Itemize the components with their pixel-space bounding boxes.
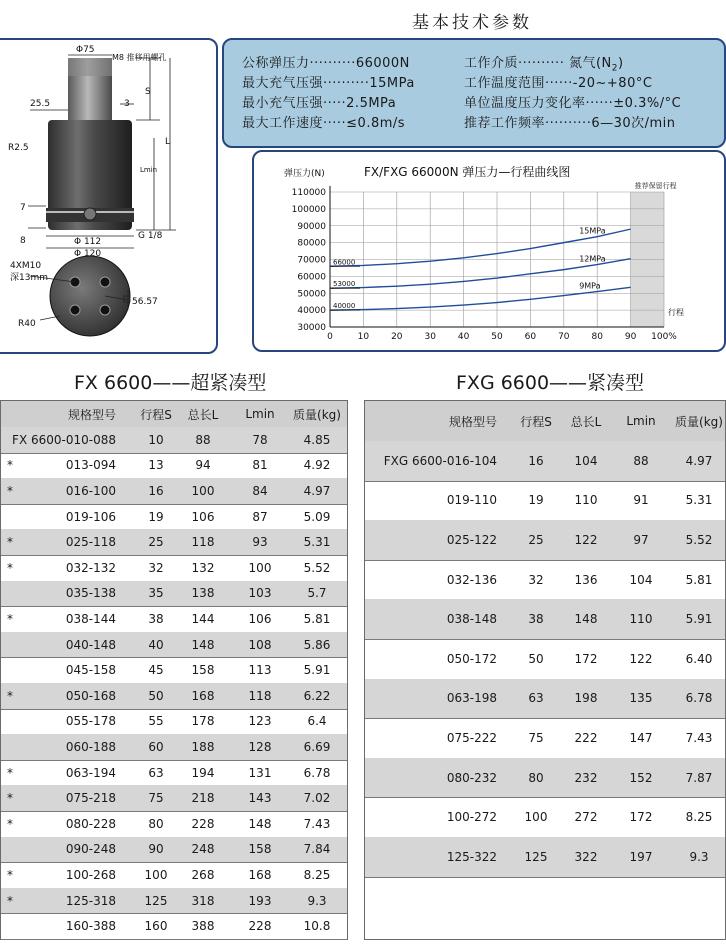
force-stroke-chart: [254, 152, 720, 346]
dim-phi75: Φ75: [76, 45, 95, 55]
table-cell-kg: 5.52: [685, 532, 713, 547]
dim-l: L: [165, 137, 171, 147]
table-cell-lmin: 172: [629, 810, 653, 825]
dim-phi112: Φ 112: [74, 237, 102, 247]
table-cell-kg: 6.22: [303, 688, 331, 703]
star-marker: *: [7, 765, 13, 780]
table-cell-model: 050-168: [65, 688, 116, 703]
table-cell-kg: 8.25: [685, 810, 713, 825]
table-cell-lmin: 113: [248, 663, 272, 678]
table-cell-lmin: 91: [633, 493, 649, 508]
technical-drawing: [0, 40, 214, 350]
table-row: [1, 453, 347, 480]
table-cell-l: 222: [574, 730, 598, 745]
table-cell-l: 198: [574, 691, 598, 706]
table-cell-model: 055-178: [65, 714, 116, 729]
page-title: 基本技术参数: [412, 13, 532, 33]
table-cell-model: 032-136: [446, 572, 497, 587]
table-cell-l: 318: [191, 893, 215, 908]
table-row: [1, 427, 347, 454]
spec-min-pressure: 最小充气压强·····2.5MPa: [242, 96, 397, 111]
table-cell-l: 194: [191, 765, 215, 780]
note-4xm10: 4XM10: [10, 261, 42, 271]
table-cell-l: 100: [191, 483, 215, 498]
table-cell-lmin: 228: [248, 919, 272, 934]
table-row: [365, 639, 725, 680]
table-cell-lmin: 193: [248, 893, 272, 908]
table-cell-l: 110: [574, 493, 598, 508]
table-cell-s: 38: [148, 611, 164, 626]
table-cell-s: 35: [148, 586, 164, 601]
table-row: [365, 837, 725, 878]
table-row: [1, 657, 347, 684]
y-tick-label: 40000: [297, 306, 326, 317]
table-cell-l: 88: [195, 432, 211, 447]
table-cell-l: 104: [574, 453, 598, 468]
x-tick-label: 30: [424, 332, 436, 342]
table-cell-model: 016-100: [65, 483, 116, 498]
y-tick-label: 60000: [297, 272, 326, 283]
table-cell-s: 80: [528, 770, 544, 785]
column-header: Lmin: [626, 414, 656, 428]
table-header: [1, 401, 347, 428]
table-cell-lmin: 158: [248, 842, 272, 857]
table-cell-l: 106: [191, 509, 215, 524]
table-cell-l: 148: [574, 612, 598, 627]
table-cell-l: 148: [191, 637, 215, 652]
table-cell-s: 32: [528, 572, 544, 587]
table-cell-model: 025-122: [446, 532, 497, 547]
table-row: [1, 785, 347, 812]
table-cell-s: 60: [148, 739, 164, 754]
table-row: [365, 718, 725, 759]
table-row: [1, 811, 347, 838]
dim-s: S: [145, 87, 151, 97]
table-cell-model: 045-158: [65, 663, 116, 678]
table-cell-s: 16: [148, 483, 164, 498]
table-cell-kg: 5.31: [303, 535, 331, 550]
table-cell-model: 032-132: [65, 560, 116, 575]
table-row: [1, 606, 347, 633]
spec-panel: [222, 38, 726, 148]
table-cell-lmin: 97: [633, 532, 649, 547]
table-cell-s: 50: [148, 688, 164, 703]
table-row: [365, 481, 725, 522]
table-cell-model: 025-118: [65, 535, 116, 550]
table-cell-kg: 5.09: [303, 509, 331, 524]
table-cell-l: 172: [574, 651, 598, 666]
table-cell-kg: 8.25: [303, 867, 331, 882]
table-cell-model: 125-322: [446, 849, 497, 864]
series-name-label: 9MPa: [579, 281, 601, 291]
spec-max-speed: 最大工作速度·····≤0.8m/s: [242, 116, 406, 131]
table-row: [1, 888, 347, 915]
spec-frequency: 推荐工作频率··········6—30次/min: [464, 116, 676, 131]
table-cell-lmin: 93: [252, 535, 268, 550]
table-cell-model: 038-148: [446, 612, 497, 627]
table-cell-s: 125: [524, 849, 548, 864]
table-cell-kg: 6.69: [303, 739, 331, 754]
table-cell-model: 060-188: [65, 739, 116, 754]
note-m8: M8 推移用螺孔: [112, 53, 167, 62]
star-marker: *: [7, 791, 13, 806]
table-cell-kg: 7.87: [685, 770, 713, 785]
chart-title: FX/FXG 66000N 弹压力—行程曲线图: [364, 165, 571, 179]
table-cell-kg: 7.02: [303, 791, 331, 806]
table-cell-l: 228: [191, 816, 215, 831]
column-header: 总长L: [570, 414, 602, 429]
table-cell-s: 100: [524, 810, 548, 825]
table-cell-lmin: 108: [248, 637, 272, 652]
series-start-label: 66000: [333, 258, 356, 267]
table-cell-kg: 7.84: [303, 842, 331, 857]
table-cell-lmin: 143: [248, 791, 272, 806]
table-cell-model: 019-106: [65, 509, 116, 524]
table-cell-model: FXG 6600-016-104: [383, 453, 497, 468]
table-cell-lmin: 100: [248, 560, 272, 575]
table-row: [1, 478, 347, 505]
x-tick-label: 80: [591, 332, 603, 342]
dim-3: 3: [124, 99, 130, 109]
table-cell-lmin: 152: [629, 770, 653, 785]
table-cell-s: 100: [144, 867, 168, 882]
table-cell-kg: 7.43: [303, 816, 331, 831]
table-cell-kg: 6.4: [307, 714, 327, 729]
dim-r40: R40: [18, 319, 36, 329]
column-header: 质量(kg): [293, 407, 341, 422]
column-header: 行程S: [520, 414, 552, 429]
table-cell-l: 136: [574, 572, 598, 587]
table-cell-l: 158: [191, 663, 215, 678]
series-start-label: 40000: [333, 302, 356, 311]
table-cell-kg: 5.81: [685, 572, 713, 587]
table-cell-l: 232: [574, 770, 598, 785]
table-cell-model: 100-272: [446, 810, 497, 825]
y-axis-label: 弹压力(N): [284, 169, 325, 179]
x-tick-label: 70: [558, 332, 570, 342]
table-cell-l: 132: [191, 560, 215, 575]
table-cell-model: 080-228: [65, 816, 116, 831]
table-row: [1, 837, 347, 864]
table-cell-lmin: 128: [248, 739, 272, 754]
spec-medium: 工作介质·········· 氮气$(N_2)$: [464, 56, 624, 74]
table-cell-s: 55: [148, 714, 164, 729]
x-tick-label: 0: [327, 332, 333, 342]
table-cell-kg: 5.52: [303, 560, 331, 575]
table-cell-s: 40: [148, 637, 164, 652]
dim-8: 8: [20, 236, 26, 246]
base-view: [50, 256, 130, 336]
fx-table: [0, 400, 348, 940]
table-cell-l: 138: [191, 586, 215, 601]
table-row: [1, 529, 347, 556]
star-marker: *: [7, 893, 13, 908]
table-row: [1, 683, 347, 710]
table-row: [1, 734, 347, 761]
y-tick-label: 50000: [297, 289, 326, 300]
table-cell-lmin: 104: [629, 572, 653, 587]
table-cell-s: 25: [528, 532, 544, 547]
table-cell-kg: 9.3: [689, 849, 709, 864]
table-cell-model: 075-222: [446, 730, 497, 745]
dim-5657: 56.57: [132, 297, 158, 307]
series-line: [330, 287, 631, 310]
x-tick-label: 40: [457, 332, 470, 342]
table-cell-s: 16: [528, 453, 544, 468]
table-row: [365, 758, 725, 799]
g18-port: [84, 208, 96, 220]
fxg-table-title: FXG 6600——紧凑型: [456, 372, 645, 394]
series-name-label: 12MPa: [579, 254, 606, 264]
y-tick-label: 70000: [297, 255, 326, 266]
x-tick-label: 90: [624, 332, 637, 342]
star-marker: *: [7, 816, 13, 831]
table-cell-kg: 4.97: [303, 483, 331, 498]
table-cell-s: 160: [144, 919, 168, 934]
star-marker: *: [7, 688, 13, 703]
table-row: [365, 560, 725, 601]
x-tick-label: 10: [357, 332, 370, 342]
table-cell-s: 125: [144, 893, 168, 908]
dim-lmin: Lmin: [140, 166, 158, 174]
y-tick-label: 90000: [297, 221, 326, 232]
table-row: [1, 913, 347, 940]
table-cell-s: 19: [148, 509, 164, 524]
spec-temp-range: 工作温度范围······-20~+80°C: [464, 76, 653, 91]
table-cell-s: 19: [528, 493, 544, 508]
table-cell-lmin: 135: [629, 691, 653, 706]
table-cell-s: 10: [148, 432, 164, 447]
column-header: Lmin: [245, 407, 275, 421]
table-row: [1, 581, 347, 608]
table-cell-lmin: 103: [248, 586, 272, 601]
table-cell-l: 188: [191, 739, 215, 754]
table-cell-kg: 4.92: [303, 458, 331, 473]
table-cell-l: 178: [191, 714, 215, 729]
table-cell-model: 080-232: [446, 770, 497, 785]
table-cell-lmin: 147: [629, 730, 653, 745]
fx-table-title: FX 6600——超紧凑型: [74, 372, 267, 394]
table-cell-kg: 6.40: [685, 651, 713, 666]
table-cell-lmin: 87: [252, 509, 268, 524]
table-cell-lmin: 106: [248, 611, 272, 626]
table-cell-l: 248: [191, 842, 215, 857]
x-tick-label: 20: [391, 332, 403, 342]
fxg-table: [364, 400, 726, 940]
table-row: [1, 504, 347, 531]
table-cell-lmin: 122: [629, 651, 653, 666]
spec-nominal-force: 公称弹压力··········66000N: [242, 56, 410, 71]
column-header: 规格型号: [448, 414, 497, 429]
table-cell-kg: 9.3: [307, 893, 327, 908]
table-row: [365, 797, 725, 838]
table-row: [1, 709, 347, 736]
table-cell-lmin: 118: [248, 688, 272, 703]
table-cell-s: 63: [528, 691, 544, 706]
table-cell-lmin: 123: [248, 714, 272, 729]
table-row: [365, 599, 725, 640]
star-marker: *: [7, 867, 13, 882]
table-row: [1, 632, 347, 659]
table-cell-model: 075-218: [65, 791, 116, 806]
table-row: [1, 555, 347, 582]
table-cell-l: 268: [191, 867, 215, 882]
column-header: 质量(kg): [675, 414, 723, 429]
y-tick-label: 100000: [291, 204, 326, 215]
table-cell-model: 050-172: [446, 651, 497, 666]
table-cell-s: 90: [148, 842, 164, 857]
table-cell-model: 038-144: [65, 611, 116, 626]
table-cell-s: 38: [528, 612, 544, 627]
table-cell-model: FX 6600-010-088: [12, 432, 116, 447]
table-cell-l: 218: [191, 791, 215, 806]
table-cell-kg: 5.81: [303, 611, 331, 626]
table-cell-l: 272: [574, 810, 598, 825]
table-cell-lmin: 131: [248, 765, 272, 780]
y-tick-label: 110000: [291, 188, 326, 198]
table-cell-kg: 5.86: [303, 637, 331, 652]
table-cell-s: 45: [148, 663, 164, 678]
table-cell-l: 118: [191, 535, 215, 550]
table-cell-l: 322: [574, 849, 598, 864]
spec-max-pressure: 最大充气压强··········15MPa: [242, 76, 415, 91]
table-cell-kg: 7.43: [685, 730, 713, 745]
column-header: 规格型号: [67, 407, 116, 422]
table-cell-lmin: 168: [248, 867, 272, 882]
table-cell-model: 125-318: [65, 893, 116, 908]
table-row: [365, 679, 725, 720]
table-cell-kg: 4.97: [685, 453, 713, 468]
table-cell-l: 144: [191, 611, 215, 626]
dim-r25: R2.5: [8, 143, 29, 153]
table-cell-kg: 5.91: [303, 663, 331, 678]
table-cell-lmin: 148: [248, 816, 272, 831]
table-cell-model: 040-148: [65, 637, 116, 652]
column-header: 总长L: [187, 407, 219, 422]
table-cell-s: 32: [148, 560, 164, 575]
note-depth: 深13mm: [10, 273, 48, 283]
table-cell-kg: 5.31: [685, 493, 713, 508]
dim-phi120: Φ 120: [74, 249, 102, 259]
table-cell-s: 50: [528, 651, 544, 666]
x-tick-label: 50: [491, 332, 503, 342]
spec-pressure-change: 单位温度压力变化率······±0.3%/°C: [464, 96, 682, 111]
table-cell-l: 388: [191, 919, 215, 934]
star-marker: *: [7, 458, 13, 473]
table-cell-lmin: 110: [629, 612, 653, 627]
table-cell-model: 063-198: [446, 691, 497, 706]
table-cell-s: 80: [148, 816, 164, 831]
table-cell-model: 100-268: [65, 867, 116, 882]
table-cell-kg: 5.91: [685, 612, 713, 627]
star-marker: *: [7, 560, 13, 575]
column-header: 行程S: [140, 407, 172, 422]
star-marker: *: [7, 611, 13, 626]
table-cell-kg: 5.7: [307, 586, 327, 601]
star-marker: *: [7, 483, 13, 498]
table-cell-l: 168: [191, 688, 215, 703]
y-tick-label: 30000: [297, 323, 326, 333]
table-cell-model: 090-248: [65, 842, 116, 857]
table-cell-kg: 6.78: [303, 765, 331, 780]
table-cell-kg: 6.78: [685, 691, 713, 706]
table-row: [1, 760, 347, 787]
table-cell-model: 160-388: [65, 919, 116, 934]
table-cell-s: 13: [148, 458, 164, 473]
table-cell-lmin: 197: [629, 849, 653, 864]
table-cell-lmin: 88: [633, 453, 649, 468]
table-cell-lmin: 78: [252, 432, 268, 447]
x-tick-label: 60: [524, 332, 537, 342]
table-cell-s: 75: [148, 791, 164, 806]
dim-g18: G 1/8: [138, 231, 163, 241]
table-cell-lmin: 81: [252, 458, 268, 473]
table-header: [365, 401, 725, 442]
series-start-label: 53000: [333, 280, 356, 289]
table-cell-lmin: 84: [252, 483, 268, 498]
x-tick-label: 100%: [651, 332, 677, 342]
y-tick-label: 80000: [297, 238, 326, 249]
x-axis-label: 行程: [668, 308, 684, 317]
series-name-label: 15MPa: [579, 226, 606, 236]
dim-7: 7: [20, 203, 26, 213]
table-row: [1, 862, 347, 889]
table-cell-model: 035-138: [65, 586, 116, 601]
table-cell-s: 25: [148, 535, 164, 550]
dim-25-5: 25.5: [30, 99, 51, 109]
table-row: [365, 520, 725, 561]
table-cell-l: 94: [195, 458, 211, 473]
table-cell-model: 013-094: [65, 458, 116, 473]
star-marker: *: [7, 535, 13, 550]
table-cell-model: 063-194: [65, 765, 116, 780]
table-cell-kg: 4.85: [303, 432, 331, 447]
table-cell-s: 63: [148, 765, 164, 780]
table-cell-model: 019-110: [446, 493, 497, 508]
reserve-zone-label: 推荐保留行程: [634, 182, 677, 190]
table-cell-kg: 10.8: [303, 919, 331, 934]
table-cell-l: 122: [574, 532, 598, 547]
table-row: [365, 441, 725, 482]
table-cell-s: 75: [528, 730, 544, 745]
